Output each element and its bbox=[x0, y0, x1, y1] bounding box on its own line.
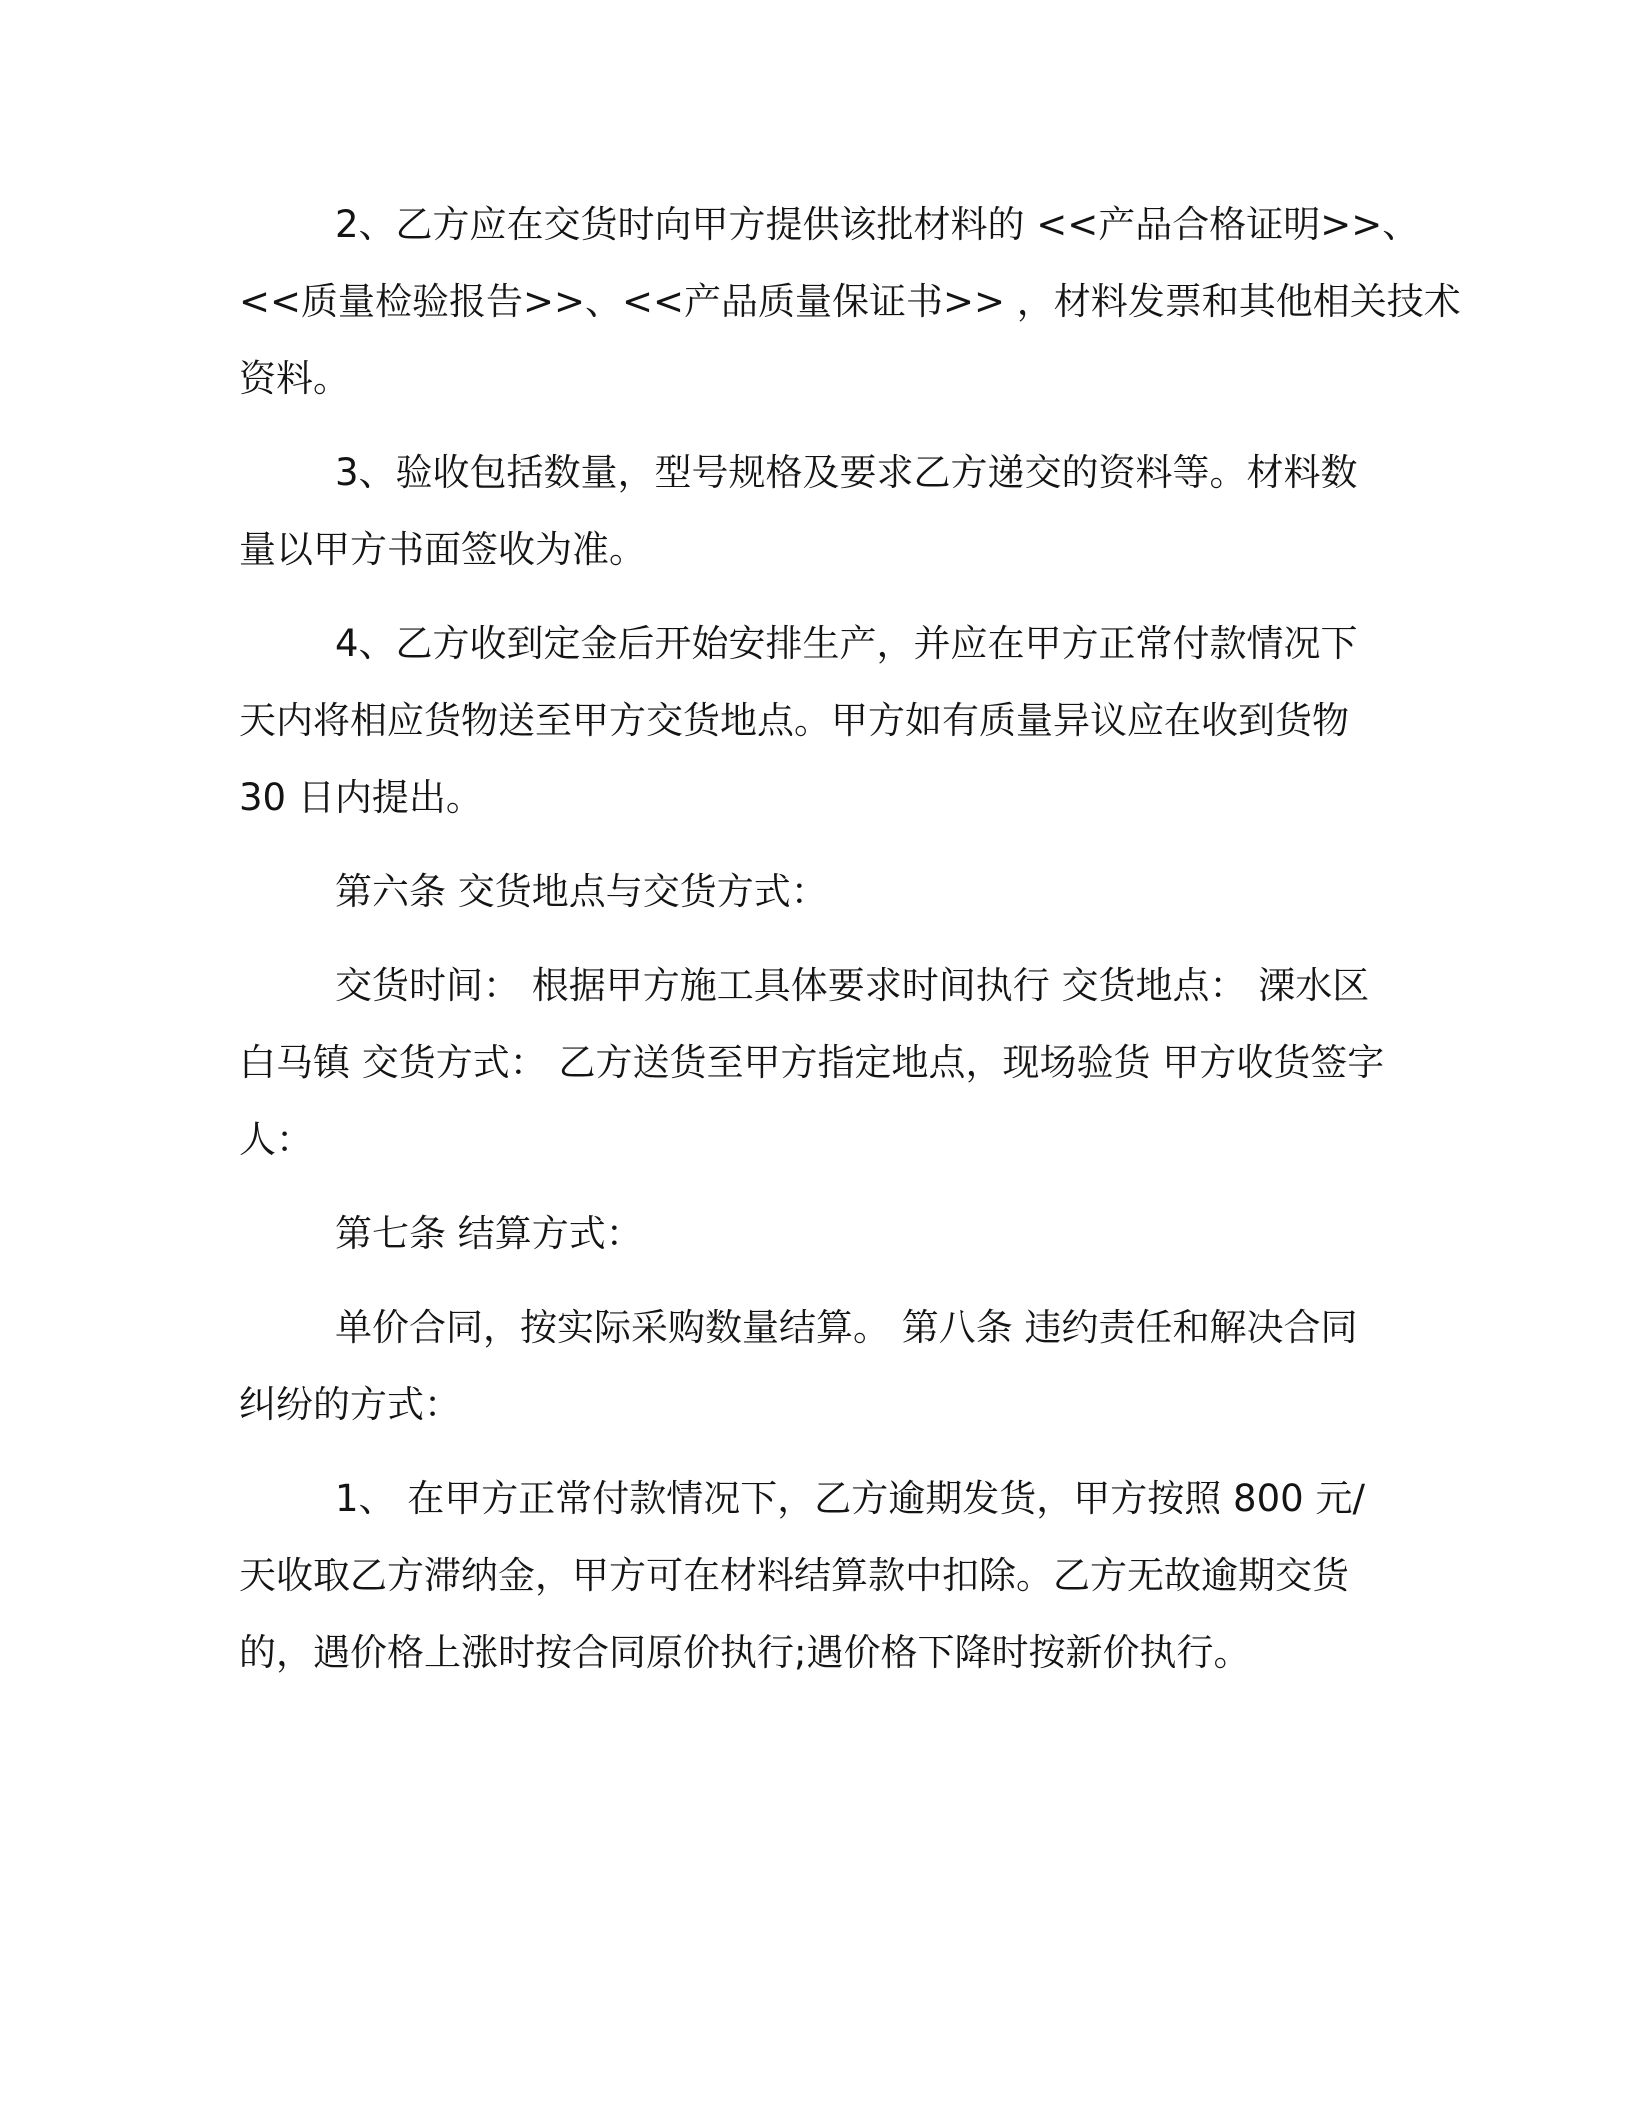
clause-1-late-delivery bbox=[239, 1460, 1379, 1691]
clause-3-acceptance bbox=[239, 434, 1379, 588]
text-line: 第七条 结算方式： bbox=[335, 1212, 643, 1255]
article-6-heading bbox=[239, 853, 1379, 930]
document-body bbox=[239, 186, 1461, 1708]
text-line: 天收取乙方滞纳金，甲方可在材料结算款中扣除。乙方无故逾期交货 bbox=[239, 1554, 1349, 1597]
text-line: 1、 在甲方正常付款情况下，乙方逾期发货，甲方按照 800 元/ bbox=[335, 1477, 1365, 1520]
text-line: 白马镇 交货方式： 乙方送货至甲方指定地点，现场验货 甲方收货签字 bbox=[239, 1041, 1385, 1084]
settlement-terms bbox=[239, 1289, 1379, 1443]
text-line: 单价合同，按实际采购数量结算。 第八条 违约责任和解决合同 bbox=[335, 1306, 1358, 1349]
article-7-heading bbox=[239, 1195, 1379, 1272]
clause-4-production bbox=[239, 605, 1379, 836]
text-line: 量以甲方书面签收为准。 bbox=[239, 528, 646, 571]
text-line: 天内将相应货物送至甲方交货地点。甲方如有质量异议应在收到货物 bbox=[239, 699, 1349, 742]
text-line: 纠纷的方式： bbox=[239, 1383, 461, 1426]
clause-2-documents bbox=[239, 186, 1461, 417]
text-line: 第六条 交货地点与交货方式： bbox=[335, 870, 828, 913]
text-line: 30 日内提出。 bbox=[239, 776, 483, 819]
text-line: <<质量检验报告>>、<<产品质量保证书>> ，材料发票和其他相关技术 bbox=[239, 280, 1461, 323]
text-line: 的，遇价格上涨时按合同原价执行;遇价格下降时按新价执行。 bbox=[239, 1631, 1251, 1674]
text-line: 4、乙方收到定金后开始安排生产，并应在甲方正常付款情况下 bbox=[335, 622, 1358, 665]
text-line: 2、乙方应在交货时向甲方提供该批材料的 <<产品合格证明>>、 bbox=[335, 203, 1420, 246]
delivery-terms bbox=[239, 947, 1385, 1178]
text-line: 人： bbox=[239, 1118, 313, 1161]
text-line: 交货时间： 根据甲方施工具体要求时间执行 交货地点： 溧水区 bbox=[335, 964, 1370, 1007]
text-line: 资料。 bbox=[239, 357, 350, 400]
text-line: 3、验收包括数量，型号规格及要求乙方递交的资料等。材料数 bbox=[335, 451, 1358, 494]
